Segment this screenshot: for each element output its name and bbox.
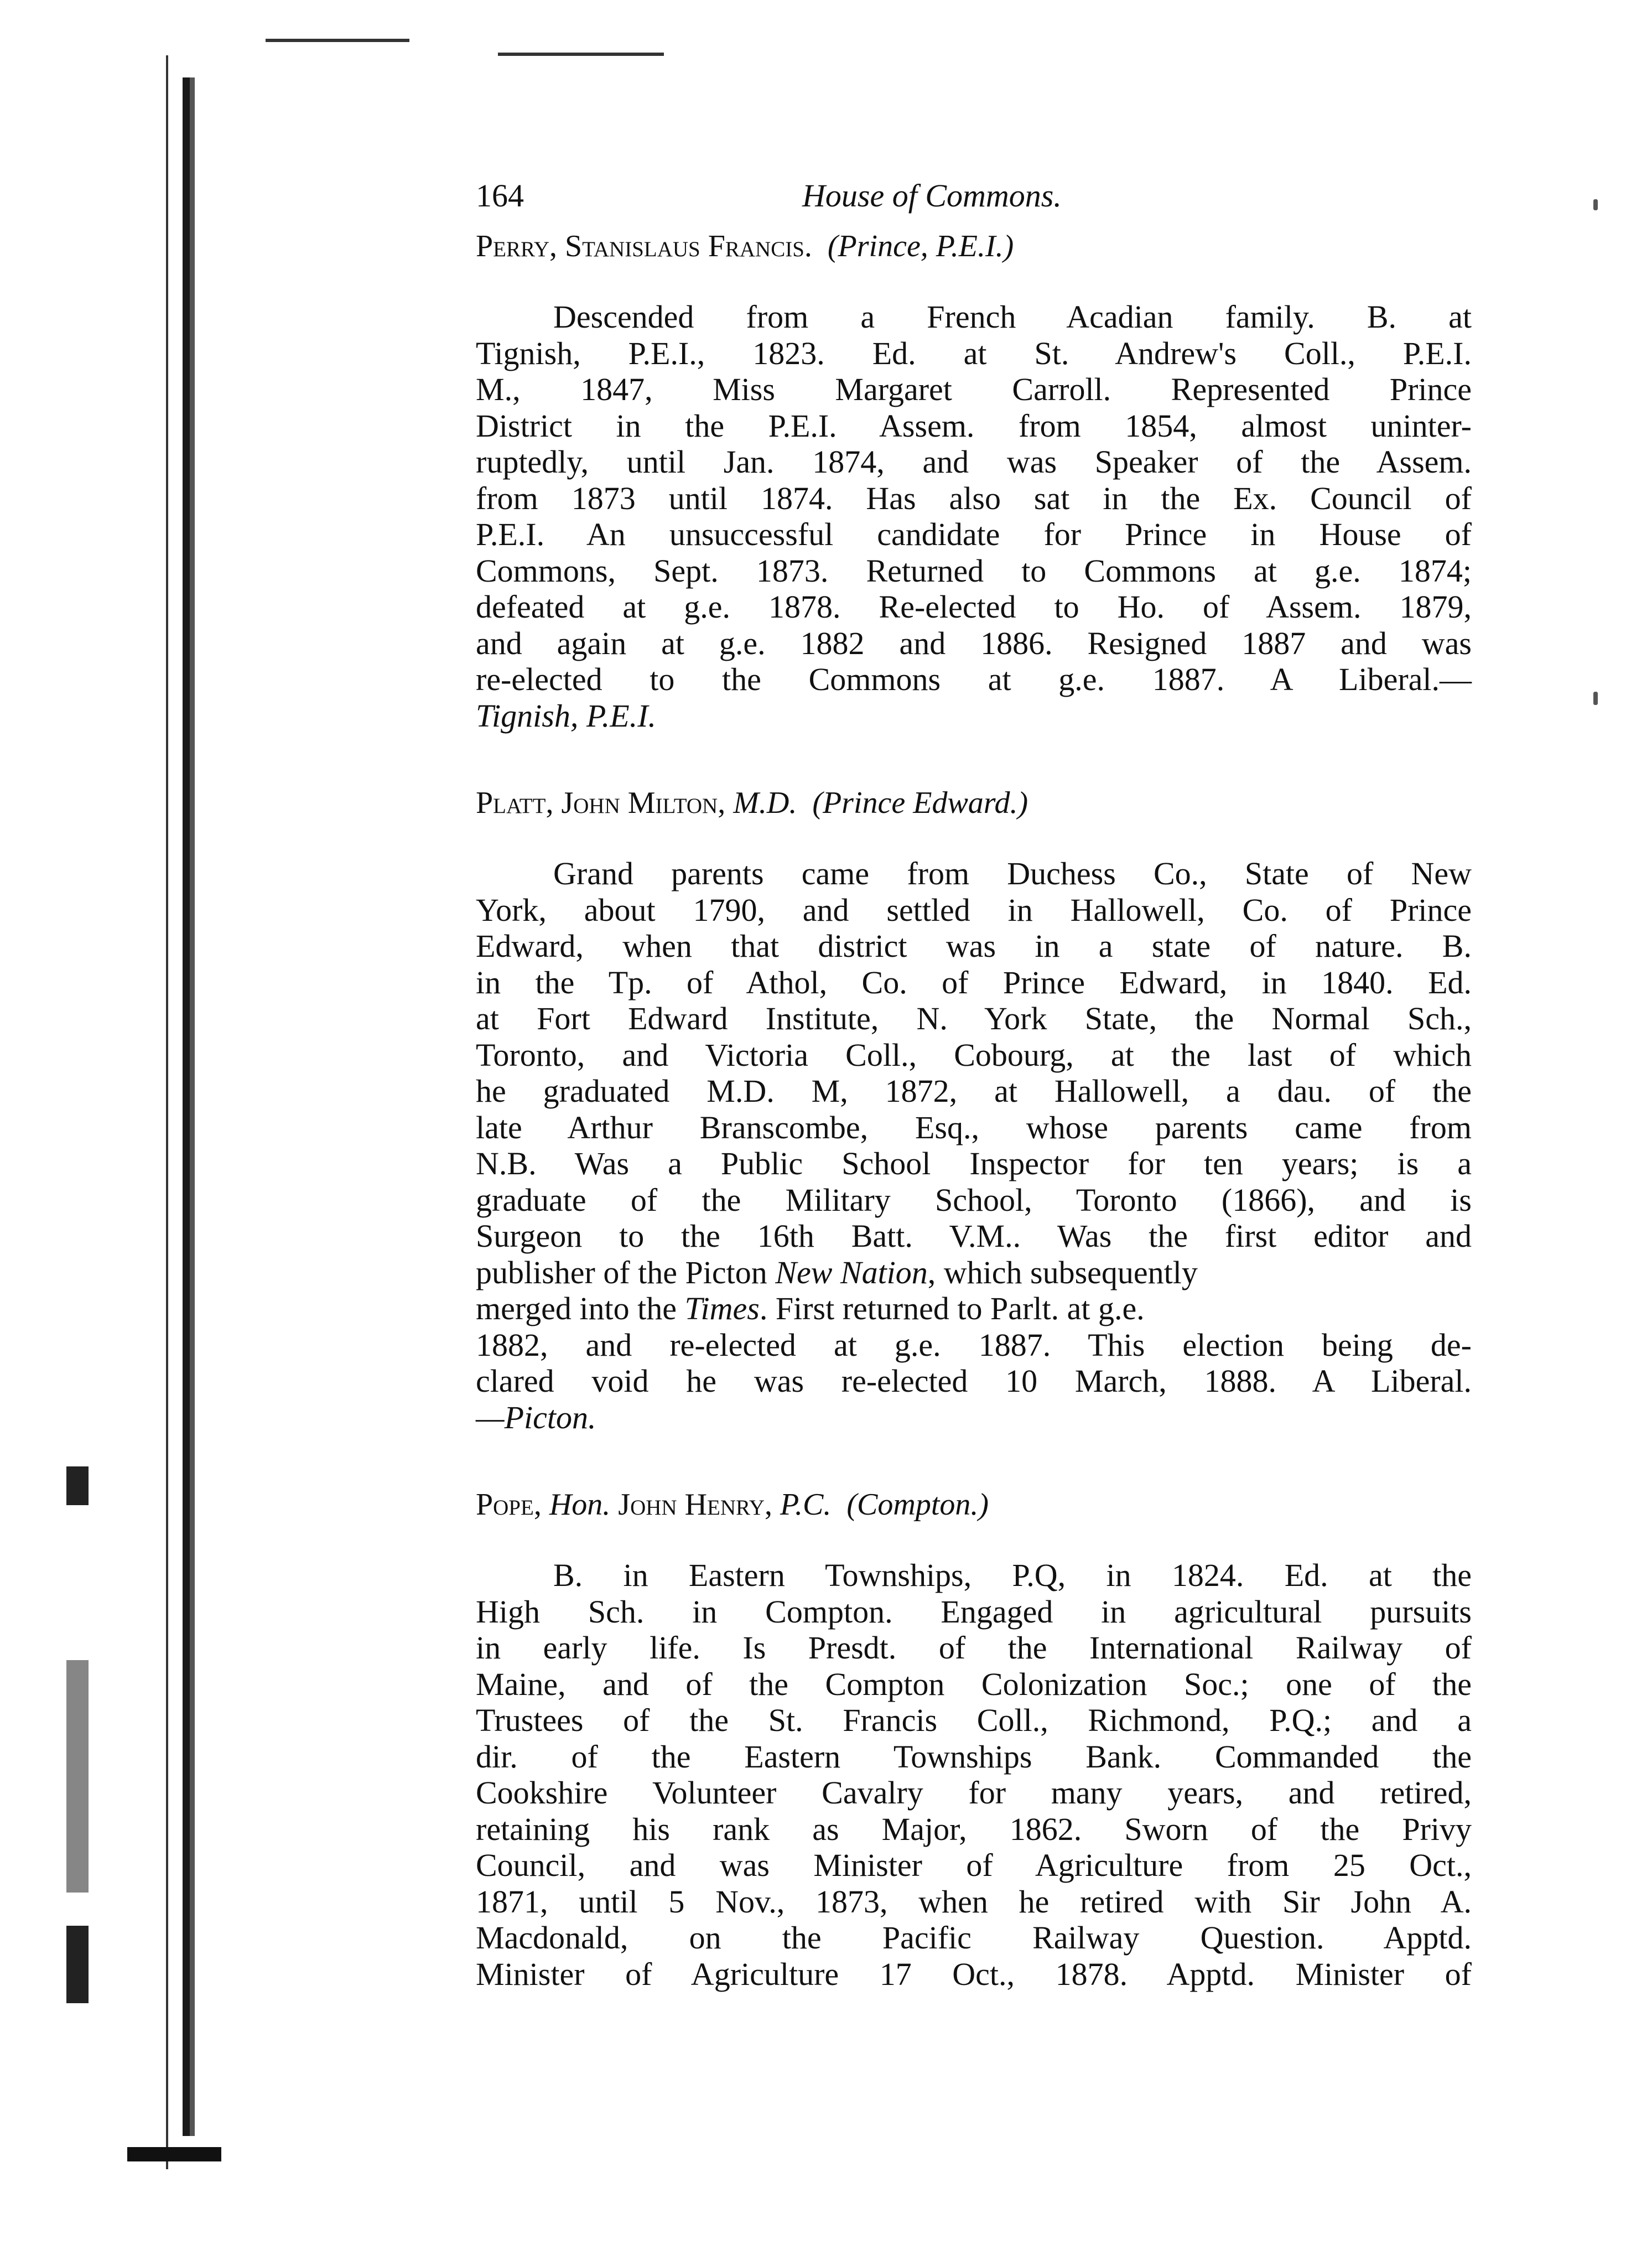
scan-speck [1593,692,1598,705]
text-line: Minister of Agriculture 17 Oct., 1878. Apptd. Minister of [476,1956,1472,1992]
text-line: late Arthur Branscombe, Esq., whose parents came from [476,1109,1472,1145]
text-line: defeated at g.e. 1878. Re-elected to Ho. of Assem. 1879, [476,589,1472,625]
text-line: Macdonald, on the Pacific Railway Question. Apptd. [476,1920,1472,1956]
text-line: Council, and was Minister of Agriculture from 25 Oct., [476,1847,1472,1883]
text-line: Trustees of the St. Francis Coll., Richmond, P.Q.; and a [476,1702,1472,1738]
newspaper-title: Times [684,1290,760,1326]
text-line: M., 1847, Miss Margaret Carroll. Represented Prince [476,371,1472,407]
text-line: High Sch. in Compton. Engaged in agricultural pursuits [476,1593,1472,1630]
text-fragment: publisher of the Picton [476,1254,767,1290]
text-line: in the Tp. of Athol, Co. of Prince Edward, in 1840. Ed. [476,964,1472,1000]
entry-riding: (Prince Edward.) [812,786,1028,820]
text-line: District in the P.E.I. Assem. from 1854, almost uninter- [476,407,1472,444]
entry-title: M.D. [733,786,797,820]
entry-body [476,856,1472,1435]
scan-smudge [66,1660,89,1893]
entry-heading [476,1485,1472,1524]
text-line: Edward, when that district was in a state of nature. B. [476,928,1472,964]
scan-top-mark [498,53,664,56]
text-line: clared void he was re-elected 10 March, 1888. A Liberal. [476,1363,1472,1399]
text-line: he graduated M.D. M, 1872, at Hallowell, a dau. of the [476,1073,1472,1109]
text-line: Surgeon to the 16th Batt. V.M.. Was the first editor and [476,1218,1472,1254]
residence-line: —Picton. [476,1399,596,1435]
text-fragment: , which subsequently [927,1254,1198,1290]
scan-binding-edge [183,77,195,2136]
entry-given-names: John Henry, [618,1487,773,1522]
text-line: York, about 1790, and settled in Hallowell, Co. of Prince [476,891,1472,928]
text-line: Commons, Sept. 1873. Returned to Commons at g.e. 1874; [476,552,1472,589]
entry-surname: Perry, [476,229,558,263]
text-line: in early life. Is Presdt. of the International Railway of [476,1630,1472,1666]
text-line: ruptedly, until Jan. 1874, and was Speaker of the Assem. [476,444,1472,480]
text-line: from 1873 until 1874. Has also sat in the Ex. Council of [476,480,1472,516]
entry-title: P.C. [780,1487,832,1522]
scan-speck [1593,199,1598,210]
scan-foot-mark [127,2147,221,2161]
text-line [476,1254,1472,1291]
text-line: 1871, until 5 Nov., 1873, when he retired with Sir John A. [476,1883,1472,1920]
text-line: Descended from a French Acadian family. B. at [553,299,1472,335]
text-line [476,1290,1472,1327]
residence-line: Tignish, P.E.I. [476,697,657,734]
scan-smudge [66,1926,89,2003]
entry-given-names: Stanislaus Francis. [565,229,812,263]
text-line: Toronto, and Victoria Coll., Cobourg, at the last of which [476,1036,1472,1073]
text-line: graduate of the Military School, Toronto (1866), and is [476,1181,1472,1218]
text-line: Tignish, P.E.I., 1823. Ed. at St. Andrew's Coll., P.E.I. [476,335,1472,371]
entry-body [476,299,1472,734]
entry-heading [476,227,1472,266]
entry-surname: Pope, [476,1487,542,1522]
text-fragment: . First returned to Parlt. at g.e. [759,1290,1145,1326]
newspaper-title: New Nation [775,1254,928,1290]
text-line: P.E.I. An unsuccessful candidate for Prince in House of [476,516,1472,552]
text-line: dir. of the Eastern Townships Bank. Commanded the [476,1738,1472,1775]
page-header [476,177,1472,227]
entry-riding: (Prince, P.E.I.) [827,229,1014,263]
entry-body [476,1557,1472,1992]
scan-edge-line [166,55,168,2169]
book-page [476,177,1472,2042]
scan-top-mark [266,39,409,42]
text-line: 1882, and re-elected at g.e. 1887. This election being de- [476,1326,1472,1363]
text-line: retaining his rank as Major, 1862. Sworn of the Privy [476,1811,1472,1847]
scan-smudge [66,1466,89,1505]
entry-honorific: Hon. [549,1487,611,1522]
biography-entry [476,227,1472,734]
text-line: re-elected to the Commons at g.e. 1887. A Liberal.— [476,661,1472,697]
biography-entry [476,784,1472,1435]
text-line: B. in Eastern Townships, P.Q, in 1824. Ed. at the [553,1557,1472,1593]
running-title: House of Commons. [802,178,1062,214]
entry-riding: (Compton.) [846,1487,989,1522]
text-fragment: merged into the [476,1290,677,1326]
entry-surname: Platt, [476,786,554,820]
entry-heading [476,784,1472,822]
text-line: Maine, and of the Compton Colonization Soc.; one of the [476,1666,1472,1702]
text-line: Cookshire Volunteer Cavalry for many years, and retired, [476,1775,1472,1811]
entry-given-names: John Milton, [561,786,726,820]
biography-entry [476,1485,1472,1992]
text-line: N.B. Was a Public School Inspector for ten years; is a [476,1145,1472,1181]
text-line: Grand parents came from Duchess Co., State of New [553,856,1472,891]
page-number: 164 [476,178,524,214]
text-line: at Fort Edward Institute, N. York State, the Normal Sch., [476,1000,1472,1036]
text-line: and again at g.e. 1882 and 1886. Resigned 1887 and was [476,625,1472,661]
